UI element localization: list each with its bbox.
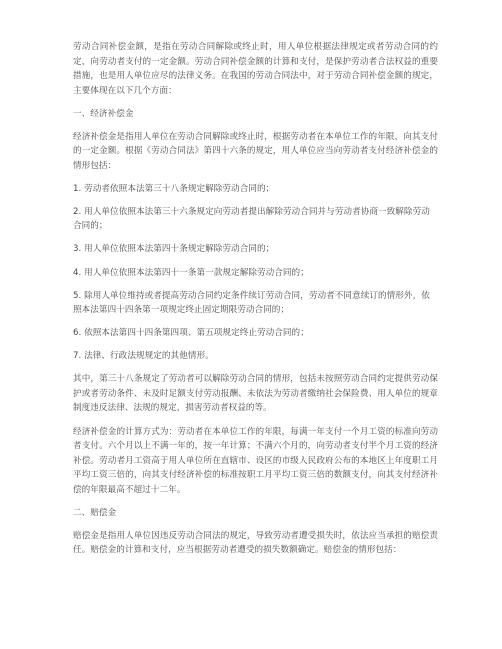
list-item (73, 242, 438, 257)
intro-paragraph: 劳动合同补偿金额，是指在劳动合同解除或终止时，用人单位根据法律规定或者劳动合同的约定，向劳动者支付的一定金额。劳动合同补偿金额的计算和支付，是保护劳动者合法权益的重要措施，也是用人单位应尽的法律义务。在我国的劳动合同法中，对于劳动合同补偿金额的规定，主要体现在以下几个方面： (73, 42, 438, 96)
calculation-method-paragraph: 经济补偿金的计算方式为：劳动者在本单位工作的年限，每满一年支付一个月工资的标准向劳动者支付。六个月以上不满一年的，按一年计算；不满六个月的，向劳动者支付半个月工资的经济补偿。劳动者月工资高于用人单位所在直辖市、设区的市级人民政府公布的本地区上年度职工月平均工资三倍的，向其支付经济补偿的标准按职工月平均工资三倍的数额支付，向其支付经济补偿的年限最高不超过十二年。 (73, 426, 438, 495)
list-item-text: 法律、行政法规规定的其他情形。 (84, 351, 214, 362)
article-38-explanation-paragraph: 其中，第三十八条规定了劳动者可以解除劳动合同的情形，包括未按照劳动合同约定提供劳动保护或者劳动条件、未及时足额支付劳动报酬、未依法为劳动者缴纳社会保险费、用人单位的规章制度违反法律、法规的规定，损害劳动者权益的等。 (73, 374, 438, 414)
list-item-number: 5. (73, 290, 82, 301)
list-item-text: 用人单位依照本法第三十六条规定向劳动者提出解除劳动合同并与劳动者协商一致解除劳动合同的； (73, 206, 430, 232)
list-item-number: 4. (73, 267, 82, 278)
list-item-number: 7. (73, 351, 82, 362)
list-item-text: 除用人单位维持或者提高劳动合同约定条件续订劳动合同，劳动者不同意续订的情形外，依照本法第四十四条第一项规定终止固定期限劳动合同的； (73, 290, 430, 316)
list-item (73, 205, 438, 234)
economic-compensation-paragraph: 经济补偿金是指用人单位在劳动合同解除或终止时，根据劳动者在本单位工作的年限，向其支付的一定金额。根据《劳动合同法》第四十六条的规定，用人单位应当向劳动者支付经济补偿金的情形包括： (73, 131, 438, 171)
document-page (73, 40, 438, 566)
list-item (73, 182, 438, 197)
list-item-text: 劳动者依照本法第三十八条规定解除劳动合同的； (84, 183, 275, 194)
section-heading-damages: 二、赔偿金 (73, 507, 117, 518)
list-item-number: 2. (73, 206, 82, 217)
list-item-text: 依照本法第四十四条第四项、第五项规定终止劳动合同的； (84, 328, 309, 339)
list-item-number: 6. (73, 328, 82, 339)
list-item-text: 用人单位依照本法第四十一条第一款规定解除劳动合同的； (84, 267, 309, 278)
list-item-number: 3. (73, 244, 82, 255)
list-item-number: 1. (73, 183, 82, 194)
list-item (73, 326, 438, 341)
list-item (73, 289, 438, 318)
list-item (73, 266, 438, 281)
section-heading-economic-compensation: 一、经济补偿金 (73, 108, 134, 119)
list-item (73, 349, 438, 364)
damages-paragraph: 赔偿金是指用人单位因违反劳动合同法的规定，导致劳动者遭受损失时，依法应当承担的赔偿责任。赔偿金的计算和支付，应当根据劳动者遭受的损失数额确定。赔偿金的情形包括： (73, 530, 438, 556)
list-item-text: 用人单位依照本法第四十条规定解除劳动合同的； (84, 244, 275, 255)
